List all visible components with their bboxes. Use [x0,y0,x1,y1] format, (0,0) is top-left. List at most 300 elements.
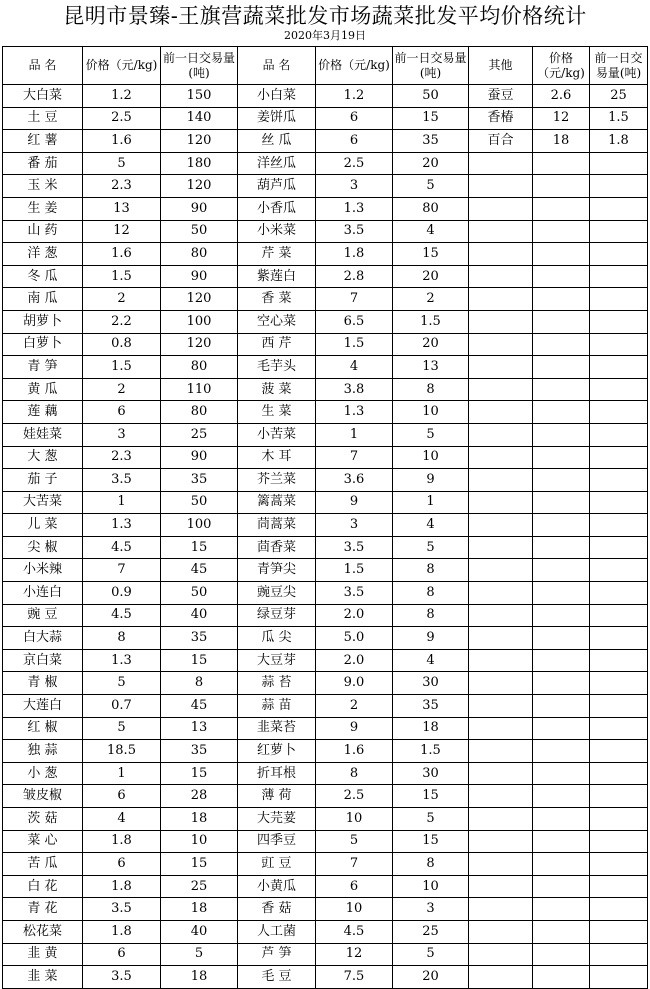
table-cell: 5 [161,943,238,966]
table-cell [590,288,648,311]
table-cell: 香 菇 [238,898,316,921]
table-cell: 皱皮椒 [3,785,83,808]
table-cell [469,536,533,559]
table-cell: 青笋尖 [238,559,316,582]
table-cell: 大 葱 [3,446,83,469]
table-cell: 洋 葱 [3,243,83,266]
table-cell: 小米辣 [3,559,83,582]
table-cell: 折耳根 [238,762,316,785]
table-cell: 7 [316,853,393,876]
table-cell: 木 耳 [238,446,316,469]
table-cell: 1.3 [83,514,161,537]
table-cell [533,491,590,514]
table-cell [469,966,533,989]
table-cell: 1 [83,491,161,514]
table-cell [533,627,590,650]
table-cell: 小黄瓜 [238,875,316,898]
table-cell: 8 [393,604,469,627]
table-cell: 15 [393,830,469,853]
table-cell: 25 [393,920,469,943]
table-cell [590,469,648,492]
table-cell: 8 [316,762,393,785]
table-cell: 18 [161,808,238,831]
table-cell: 2.0 [316,649,393,672]
table-cell: 6 [83,785,161,808]
table-cell [533,559,590,582]
table-cell: 150 [161,85,238,108]
table-cell: 1.6 [83,243,161,266]
table-cell [533,288,590,311]
table-cell [533,265,590,288]
table-cell: 50 [393,85,469,108]
table-cell: 90 [161,197,238,220]
table-row [3,220,648,243]
table-cell: 2 [393,288,469,311]
table-cell [469,830,533,853]
table-cell: 20 [393,966,469,989]
table-cell: 9.0 [316,672,393,695]
table-cell [469,514,533,537]
table-cell: 8 [393,853,469,876]
table-cell: 3 [83,423,161,446]
table-row [3,875,648,898]
table-cell: 120 [161,175,238,198]
table-cell: 2.3 [83,175,161,198]
table-cell: 80 [161,243,238,266]
table-row [3,107,648,130]
table-cell: 菜 心 [3,830,83,853]
table-cell: 豌豆尖 [238,582,316,605]
table-cell: 娃娃菜 [3,423,83,446]
table-cell: 4.5 [316,920,393,943]
table-cell: 140 [161,107,238,130]
table-cell: 3.5 [316,220,393,243]
table-cell: 茄 子 [3,469,83,492]
table-cell [469,288,533,311]
table-cell [533,333,590,356]
table-cell: 3 [393,898,469,921]
table-row [3,830,648,853]
table-cell [533,920,590,943]
table-cell: 120 [161,130,238,153]
table-cell: 1.3 [316,197,393,220]
table-cell: 3.5 [83,469,161,492]
table-cell: 5.0 [316,627,393,650]
table-cell [469,491,533,514]
table-row [3,762,648,785]
table-cell: 小 葱 [3,762,83,785]
table-cell [590,310,648,333]
table-cell: 大苦菜 [3,491,83,514]
table-cell: 胡萝卜 [3,310,83,333]
table-cell [533,536,590,559]
table-cell [590,627,648,650]
table-cell: 冬 瓜 [3,265,83,288]
table-cell [533,152,590,175]
table-cell: 红 薯 [3,130,83,153]
price-table [2,46,648,989]
table-cell: 1.8 [590,130,648,153]
table-cell [469,717,533,740]
table-cell: 绿豆芽 [238,604,316,627]
table-cell [533,875,590,898]
table-cell: 10 [161,830,238,853]
header-row [3,47,648,85]
table-cell: 青 花 [3,898,83,921]
table-cell: 韭菜苔 [238,717,316,740]
table-cell: 1.6 [83,130,161,153]
table-cell: 篱蒿菜 [238,491,316,514]
table-cell: 40 [161,920,238,943]
table-cell: 姜饼瓜 [238,107,316,130]
table-cell [469,649,533,672]
table-cell: 3.5 [316,582,393,605]
table-cell: 35 [161,627,238,650]
table-cell [469,875,533,898]
table-cell [469,853,533,876]
table-cell [590,197,648,220]
table-cell: 香椿 [469,107,533,130]
table-cell: 土 豆 [3,107,83,130]
table-cell: 50 [161,220,238,243]
table-cell [469,559,533,582]
table-cell [469,175,533,198]
table-row [3,265,648,288]
table-row [3,288,648,311]
table-row [3,423,648,446]
table-cell [469,446,533,469]
table-cell [469,604,533,627]
table-cell [469,220,533,243]
table-cell [469,265,533,288]
table-cell: 100 [161,310,238,333]
table-cell: 南 瓜 [3,288,83,311]
table-cell: 9 [393,627,469,650]
table-cell: 2.8 [316,265,393,288]
table-cell: 7 [316,288,393,311]
table-cell: 4 [393,514,469,537]
table-row [3,356,648,379]
table-cell [590,446,648,469]
table-cell: 6.5 [316,310,393,333]
table-cell: 13 [83,197,161,220]
table-cell [590,536,648,559]
table-cell: 大芫荽 [238,808,316,831]
table-cell: 15 [161,649,238,672]
table-cell: 京白菜 [3,649,83,672]
table-cell: 6 [83,401,161,424]
table-cell: 3 [316,175,393,198]
table-row [3,243,648,266]
table-row [3,604,648,627]
table-cell: 2.6 [533,85,590,108]
table-cell [469,920,533,943]
table-cell: 大莲白 [3,695,83,718]
table-cell: 5 [393,536,469,559]
table-cell: 25 [161,875,238,898]
table-cell: 豌 豆 [3,604,83,627]
table-cell: 2.0 [316,604,393,627]
table-cell: 儿 菜 [3,514,83,537]
table-cell [469,672,533,695]
table-cell [533,197,590,220]
table-row [3,943,648,966]
table-cell: 番 茄 [3,152,83,175]
table-cell: 小白菜 [238,85,316,108]
table-cell: 4 [316,356,393,379]
table-cell [533,378,590,401]
table-cell: 薄 荷 [238,785,316,808]
table-row [3,559,648,582]
table-cell [469,785,533,808]
table-cell [590,785,648,808]
table-cell [469,152,533,175]
table-cell: 50 [161,582,238,605]
table-row [3,582,648,605]
table-row [3,175,648,198]
table-cell: 15 [393,107,469,130]
table-cell: 35 [393,695,469,718]
table-cell: 生 菜 [238,401,316,424]
table-row [3,808,648,831]
table-cell [590,898,648,921]
table-cell: 18 [161,966,238,989]
table-cell: 0.7 [83,695,161,718]
table-cell: 人工菌 [238,920,316,943]
table-cell: 独 蒜 [3,740,83,763]
table-cell: 18 [533,130,590,153]
table-cell: 蒜 苗 [238,695,316,718]
table-cell [590,649,648,672]
table-cell: 6 [83,943,161,966]
table-cell [533,446,590,469]
table-cell: 40 [161,604,238,627]
table-cell: 1 [316,423,393,446]
table-cell [533,310,590,333]
table-cell: 18 [393,717,469,740]
table-cell: 2.2 [83,310,161,333]
table-cell [590,853,648,876]
table-cell [469,740,533,763]
table-cell [590,356,648,379]
table-cell: 山 药 [3,220,83,243]
table-cell: 6 [316,130,393,153]
table-cell: 大豆芽 [238,649,316,672]
table-cell [590,152,648,175]
table-row [3,627,648,650]
table-cell [590,762,648,785]
table-cell: 28 [161,785,238,808]
table-cell [469,356,533,379]
table-cell: 9 [393,469,469,492]
table-cell: 45 [161,695,238,718]
table-cell: 15 [161,762,238,785]
table-cell: 10 [316,898,393,921]
table-cell: 芹 菜 [238,243,316,266]
table-cell [469,695,533,718]
table-row [3,536,648,559]
table-cell: 香 菜 [238,288,316,311]
table-cell [590,265,648,288]
table-cell: 菠 菜 [238,378,316,401]
table-cell: 18.5 [83,740,161,763]
table-cell: 1.5 [316,333,393,356]
table-cell: 4.5 [83,536,161,559]
table-cell: 30 [393,762,469,785]
column-header: 价格（元/kg) [83,47,161,85]
table-cell: 5 [83,717,161,740]
table-cell: 15 [393,243,469,266]
table-cell: 紫莲白 [238,265,316,288]
table-cell: 尖 椒 [3,536,83,559]
table-cell: 韭 菜 [3,966,83,989]
table-cell: 1.5 [393,310,469,333]
table-cell: 100 [161,514,238,537]
table-cell [469,333,533,356]
table-cell [469,469,533,492]
table-cell: 百合 [469,130,533,153]
table-cell [533,695,590,718]
table-row [3,717,648,740]
table-cell: 青 椒 [3,672,83,695]
table-row [3,130,648,153]
table-cell [469,582,533,605]
table-cell [533,423,590,446]
table-cell: 7 [83,559,161,582]
table-cell: 13 [161,717,238,740]
table-cell [533,785,590,808]
table-cell: 豇 豆 [238,853,316,876]
table-cell [533,830,590,853]
table-cell: 6 [83,853,161,876]
table-cell [533,469,590,492]
table-cell [590,423,648,446]
table-row [3,695,648,718]
table-cell [533,740,590,763]
table-cell: 5 [393,808,469,831]
table-cell [533,853,590,876]
table-cell: 玉 米 [3,175,83,198]
table-cell: 2 [316,695,393,718]
table-row [3,491,648,514]
table-cell [469,243,533,266]
table-cell [590,401,648,424]
table-cell: 8 [393,582,469,605]
table-cell: 1.6 [316,740,393,763]
column-header: 品 名 [238,47,316,85]
table-cell: 1.5 [590,107,648,130]
table-cell [590,220,648,243]
table-cell [590,333,648,356]
table-row [3,333,648,356]
table-row [3,898,648,921]
table-cell [590,175,648,198]
table-cell: 3.5 [83,966,161,989]
table-cell [533,243,590,266]
document-title: 昆明市景臻-王旗营蔬菜批发市场蔬菜批发平均价格统计 [63,4,587,28]
table-cell: 8 [83,627,161,650]
table-cell: 25 [590,85,648,108]
table-cell: 4 [393,649,469,672]
table-row [3,740,648,763]
table-cell: 4.5 [83,604,161,627]
table-cell: 1.8 [83,875,161,898]
table-row [3,85,648,108]
table-cell: 7.5 [316,966,393,989]
table-cell: 四季豆 [238,830,316,853]
table-cell: 5 [393,423,469,446]
table-cell: 2 [83,378,161,401]
table-cell: 12 [83,220,161,243]
table-cell: 90 [161,446,238,469]
table-cell: 毛 豆 [238,966,316,989]
table-cell: 2.3 [83,446,161,469]
table-cell: 25 [161,423,238,446]
table-cell [533,220,590,243]
table-cell: 15 [161,853,238,876]
table-row [3,514,648,537]
table-cell [533,966,590,989]
table-cell: 15 [161,536,238,559]
table-cell: 8 [161,672,238,695]
column-header: 价格（元/kg) [533,47,590,85]
table-row [3,785,648,808]
table-cell: 13 [393,356,469,379]
table-cell: 1 [393,491,469,514]
table-cell [590,672,648,695]
table-cell: 180 [161,152,238,175]
table-cell: 松花菜 [3,920,83,943]
table-cell: 80 [161,356,238,379]
table-cell: 6 [316,107,393,130]
table-cell [590,966,648,989]
table-cell [533,762,590,785]
table-cell: 20 [393,152,469,175]
table-cell [533,672,590,695]
table-cell [590,920,648,943]
table-cell [533,356,590,379]
table-cell [590,491,648,514]
table-cell [469,310,533,333]
table-cell: 3.6 [316,469,393,492]
table-cell: 35 [161,740,238,763]
table-row [3,401,648,424]
table-cell [590,582,648,605]
table-cell: 黄 瓜 [3,378,83,401]
table-cell [469,943,533,966]
table-cell: 4 [393,220,469,243]
table-cell: 30 [393,672,469,695]
table-cell: 9 [316,491,393,514]
table-cell: 西 芹 [238,333,316,356]
table-cell: 洋丝瓜 [238,152,316,175]
table-cell: 5 [83,152,161,175]
table-row [3,469,648,492]
table-cell: 苦 瓜 [3,853,83,876]
table-cell [533,604,590,627]
table-cell: 0.8 [83,333,161,356]
table-cell: 10 [316,808,393,831]
column-header: 其他 [469,47,533,85]
table-cell: 0.9 [83,582,161,605]
table-cell: 20 [393,265,469,288]
table-cell: 5 [393,943,469,966]
table-row [3,446,648,469]
table-cell: 3.8 [316,378,393,401]
table-cell: 瓜 尖 [238,627,316,650]
table-cell [533,898,590,921]
table-cell: 15 [393,785,469,808]
